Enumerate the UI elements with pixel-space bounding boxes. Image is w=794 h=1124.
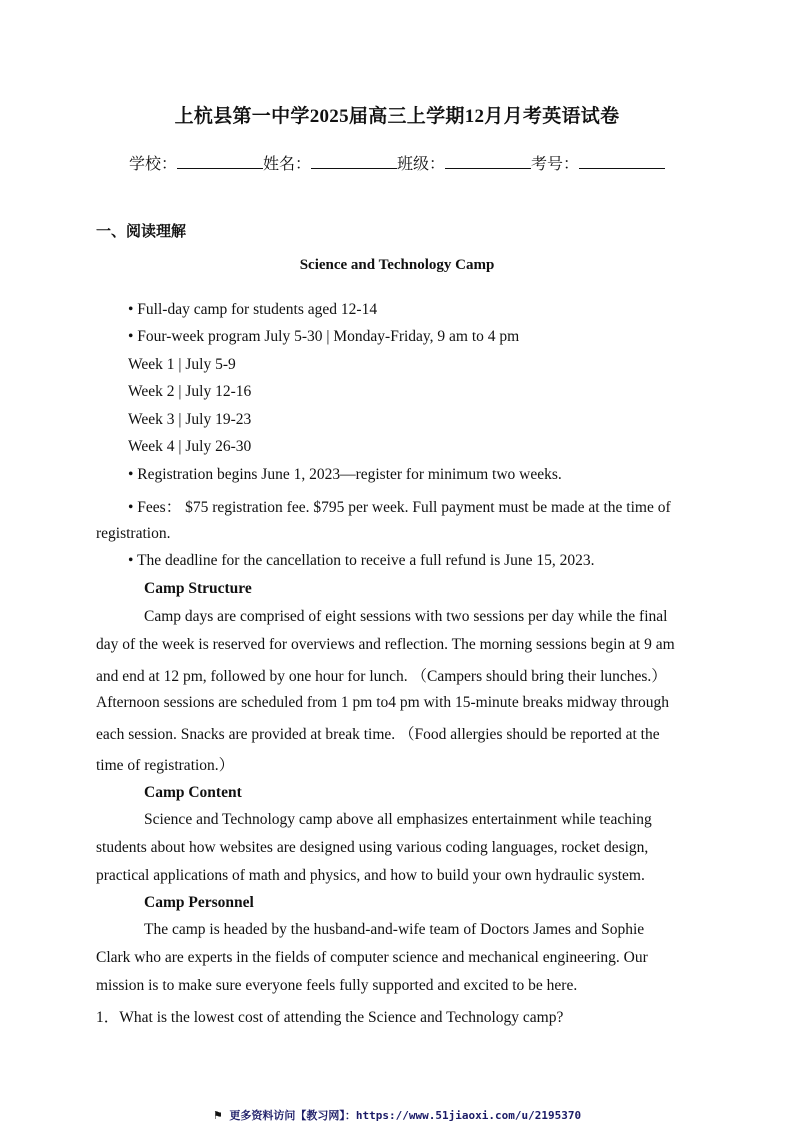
footer-link-text[interactable]: 更多资料访问【教习网】：https://www.51jiaoxi.com/u/2195370 (229, 1109, 582, 1122)
paragraph-line: Clark who are experts in the fields of computer science and mechanical engineering. Our (96, 949, 648, 966)
week-line: Week 1 | July 5-9 (128, 356, 236, 373)
paragraph-line: mission is to make sure everyone feels fully supported and excited to be here. (96, 977, 578, 994)
week-line: Week 2 | July 12-16 (128, 383, 252, 400)
paragraph-line: The camp is headed by the husband-and-wife team of Doctors James and Sophie (144, 921, 645, 938)
paragraph-line: Afternoon sessions are scheduled from 1 pm to4 pm with 15-minute breaks midway through (96, 694, 669, 711)
name-blank (311, 153, 397, 169)
class-label: 班级： (397, 154, 446, 173)
paragraph-line: Camp days are comprised of eight sessions with two sessions per day while the final (144, 608, 668, 625)
paragraph-line: students about how websites are designed using various coding languages, rocket design, (96, 839, 649, 856)
flag-icon: ⚑ (212, 1109, 223, 1122)
passage-title: Science and Technology Camp (299, 257, 495, 273)
name-label: 姓名： (262, 154, 311, 173)
week-line: Week 4 | July 26-30 (128, 438, 252, 455)
camp-personnel-heading: Camp Personnel (144, 894, 254, 911)
paragraph-line: day of the week is reserved for overviews and reflection. The morning sessions begin at 9 am (96, 636, 675, 653)
paragraph-line: practical applications of math and physics, and how to build your own hydraulic system. (96, 867, 645, 884)
bullet-deadline: • The deadline for the cancellation to receive a full refund is June 15, 2023. (128, 552, 595, 569)
camp-content-heading: Camp Content (144, 784, 242, 801)
exam-title: 上杭县第一中学2025届高三上学期12月月考英语试卷 (174, 106, 620, 127)
bullet-program: • Four-week program July 5-30 | Monday-Friday, 9 am to 4 pm (128, 328, 520, 345)
number-blank (579, 153, 665, 169)
fees-continuation: registration. (96, 525, 171, 542)
school-label: 学校： (128, 154, 177, 173)
week-line: Week 3 | July 19-23 (128, 411, 252, 428)
paragraph-line: time of registration.） (96, 757, 235, 774)
question-1: 1．What is the lowest cost of attending the Science and Technology camp? (96, 1009, 564, 1026)
section-heading: 一、阅读理解 (96, 222, 187, 240)
bullet-age: • Full-day camp for students aged 12-14 (128, 301, 378, 318)
footer-banner (0, 1107, 794, 1123)
paragraph-line: Science and Technology camp above all emphasizes entertainment while teaching (144, 811, 652, 828)
paragraph-line: and end at 12 pm, followed by one hour for lunch. （Campers should bring their lunches.） (96, 668, 667, 685)
bullet-registration: • Registration begins June 1, 2023—register for minimum two weeks. (128, 466, 562, 483)
class-blank (445, 153, 531, 169)
paragraph-line: each session. Snacks are provided at break time. （Food allergies should be reported at the (96, 726, 660, 743)
bullet-fees: • Fees： $75 registration fee. $795 per week. Full payment must be made at the time of (128, 499, 671, 516)
student-info-row (0, 151, 794, 174)
number-label: 考号： (531, 154, 580, 173)
school-blank (177, 153, 263, 169)
camp-structure-heading: Camp Structure (144, 580, 252, 597)
